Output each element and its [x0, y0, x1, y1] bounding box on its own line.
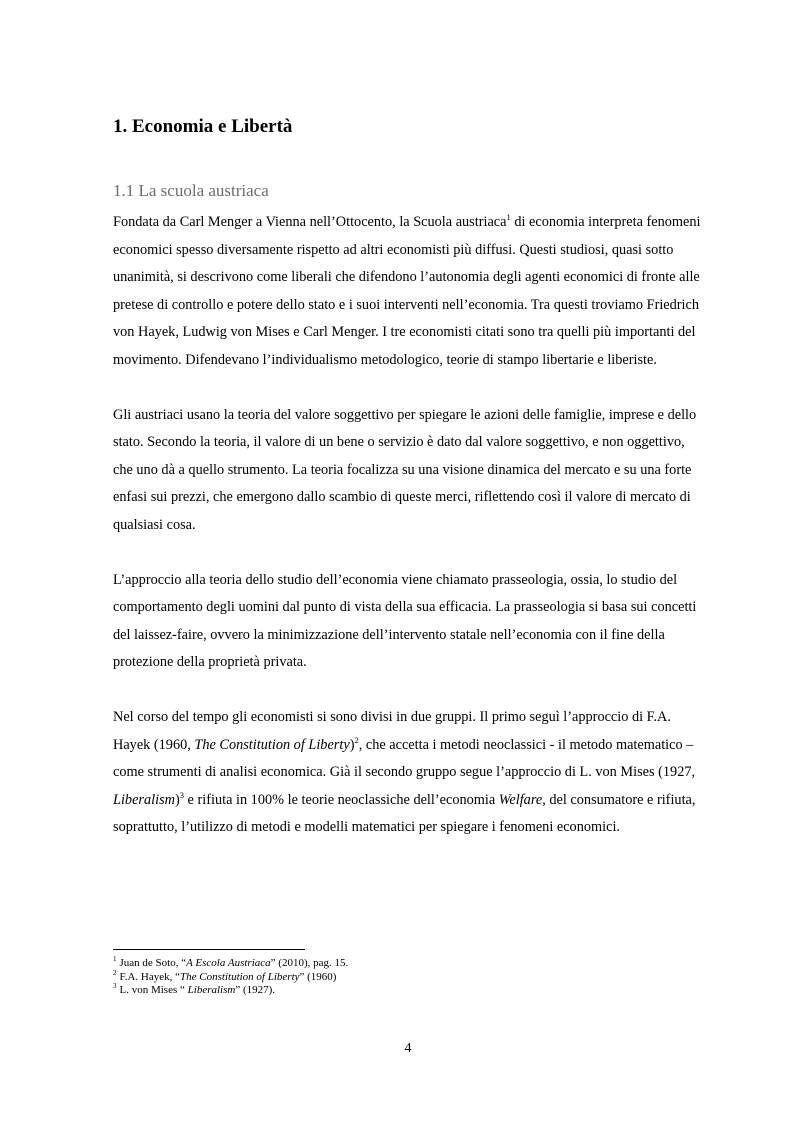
footnote-ref-3: 3: [179, 789, 184, 800]
paragraph-4-text-f: , del consumatore e rifiuta, soprattutto, l’utilizzo di metodi e modelli matematici per spiegare i fenomeni economici.: [113, 791, 696, 835]
paragraph-4: [113, 704, 703, 842]
footnote-number: 1: [113, 955, 117, 964]
book-title-constitution: The Constitution of Liberty: [194, 736, 350, 753]
footnote-1: [113, 957, 703, 971]
paragraph-4-text-e: e rifiuta in 100% le teorie neoclassiche dell’economia: [183, 791, 499, 808]
footnote-divider: [113, 949, 305, 950]
paragraph-4-text-d: ): [174, 791, 180, 808]
footnote-title: Liberalism: [187, 984, 236, 996]
footnote-title: The Constitution of Liberty: [180, 970, 300, 983]
footnote-text: ” (1927).: [235, 984, 276, 996]
paragraph-4-text-b: ): [349, 736, 355, 753]
paragraph-4-text-a: Nel corso del tempo gli economisti si sono divisi in due gruppi. Il primo seguì l’approccio di F.A. Hayek (1960,: [113, 709, 671, 753]
book-title-liberalism: Liberalism: [113, 791, 175, 808]
paragraph-1-text-b: di economia interpreta fenomeni economici spesso diversamente rispetto ad altri economisti più diffusi. Questi studiosi, quasi sotto unanimità, si descrivono come liberali che difendono l’autonomia degli agenti economici di fronte alle pretese di controllo e potere dello stato e i suoi interventi nell’economia. Tra questi troviamo Friedrich von Hayek, Ludwig von Mises e Carl Menger. I tre economisti citati sono tra quelli più importanti del movimento. Difendevano l’individualismo metodologico, teorie di stampo libertarie e liberiste.: [113, 214, 701, 368]
paragraph-1-text-a: Fondata da Carl Menger a Vienna nell’Ottocento, la Scuola austriaca: [113, 214, 507, 230]
footnote-3: [113, 984, 703, 998]
paragraph-1: [113, 209, 703, 374]
footnote-number: 3: [113, 982, 117, 991]
footnote-text: F.A. Hayek, “: [119, 970, 181, 983]
paragraph-2: Gli austriaci usano la teoria del valore soggettivo per spiegare le azioni delle famiglie, imprese e dello stato. Secondo la teoria, il valore di un bene o servizio è dato dal valore soggettivo, e non oggettivo, che uno dà a quello strumento. La teoria focalizza su una visione dinamica del mercato e su una forte enfasi sui prezzi, che emergono dallo scambio di queste merci, riflettendo così il valore di mercato di qualsiasi cosa.: [113, 406, 697, 533]
footnote-text: Juan de Soto, “: [119, 957, 187, 969]
footnote-text: L. von Mises “: [119, 984, 188, 996]
footnote-text: ” (1960): [299, 970, 337, 983]
footnote-2: [113, 968, 703, 985]
paragraph-4-text-c: , che accetta i metodi neoclassici - il metodo matematico – come strumenti di analisi economica. Già il secondo gruppo segue l’approccio di L. von Mises (1927,: [113, 736, 696, 780]
footnote-ref-2: 2: [354, 734, 359, 745]
page-number: 4: [404, 1041, 412, 1056]
footnote-title: A Escola Austriaca: [186, 957, 271, 969]
section-title: 1.1 La scuola austriaca: [113, 181, 269, 200]
footnote-number: 2: [113, 968, 117, 977]
footnote-text: ” (2010), pag. 15.: [270, 957, 349, 969]
footnotes: [113, 957, 703, 998]
body-text: [113, 209, 703, 869]
term-welfare: Welfare: [498, 791, 543, 808]
chapter-title: 1. Economia e Libertà: [113, 116, 293, 137]
paragraph-3: L’approccio alla teoria dello studio dell’economia viene chiamato prasseologia, ossia, lo studio del comportamento degli uomini dal punto di vista della sua efficacia. La prasseologia si basa sui concetti del laissez-faire, ovvero la minimizzazione dell’intervento statale nell’economia con il fine della protezione della proprietà privata.: [113, 571, 697, 670]
footnote-ref-1: 1: [506, 212, 511, 223]
